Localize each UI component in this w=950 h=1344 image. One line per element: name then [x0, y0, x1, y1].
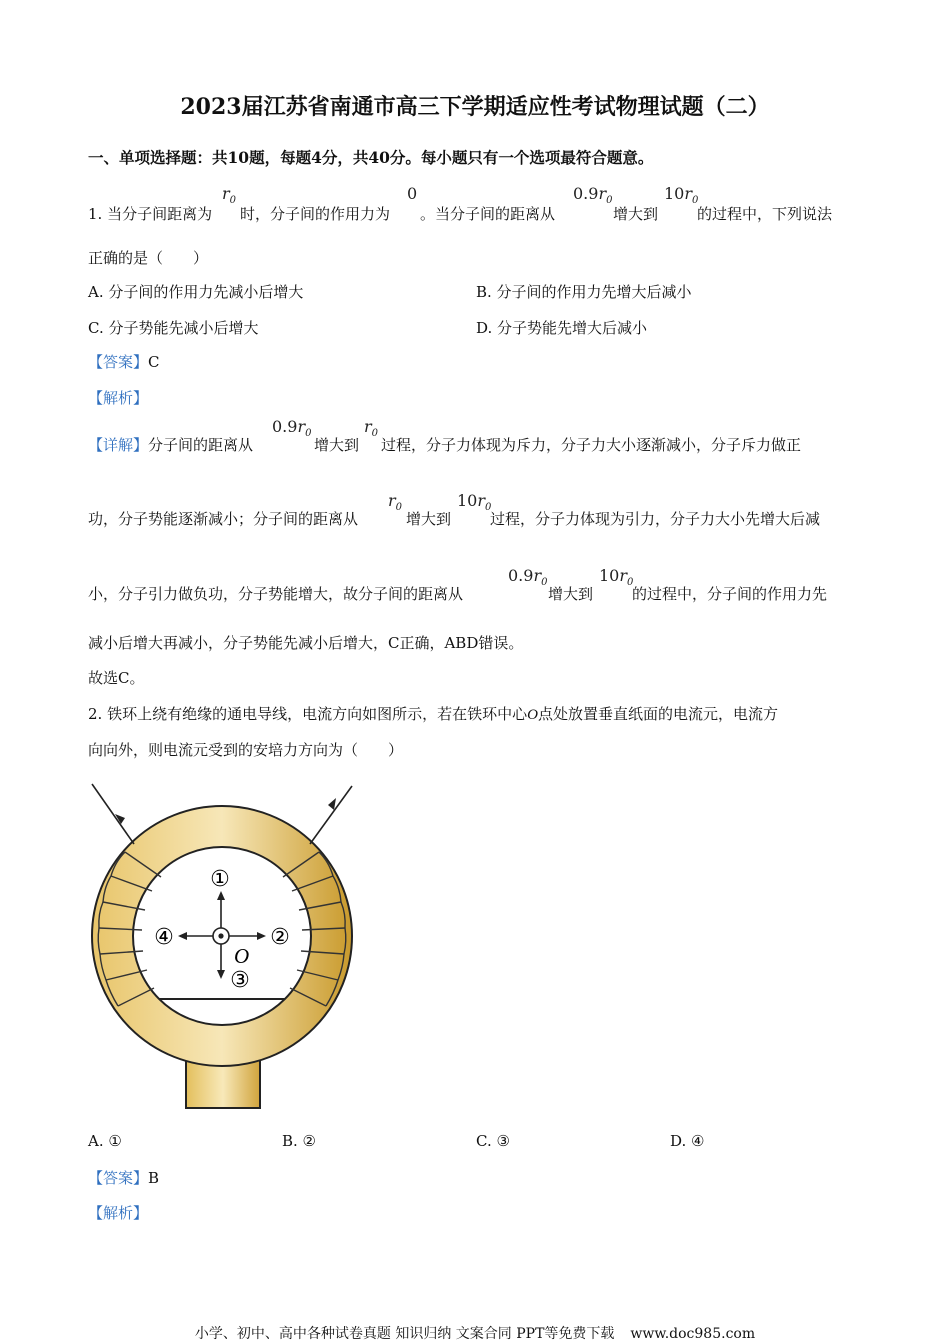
q1-detail-line1: 【详解】分子间的距离从	[88, 436, 254, 454]
label-center-o: O	[234, 944, 250, 968]
label-3: ③	[230, 968, 250, 993]
lead-wire-in	[92, 784, 134, 844]
label-4: ④	[154, 925, 174, 950]
section-heading: 一、单项选择题：共10题，每题4分，共40分。每小题只有一个选项最符合题意。	[88, 148, 654, 167]
q1-stem-line2: 正确的是（ ）	[88, 249, 209, 267]
q1-analysis-tag: 【解析】	[88, 389, 149, 407]
math-r0: $r_0$	[388, 491, 403, 514]
math-r0: $r_0$	[222, 184, 237, 207]
detail-text: 过程，分子力体现为引力，分子力大小先增大后减	[490, 510, 821, 528]
math-zero: 0	[407, 184, 418, 203]
math-10r0: $10r_0$	[599, 566, 634, 589]
q1-stem-text: 增大到	[613, 205, 659, 223]
q1-detail-line3: 小，分子引力做负功，分子势能增大，故分子间的距离从	[88, 585, 464, 603]
label-1: ①	[210, 867, 230, 892]
math-0.9r0: $0.9r_0$	[573, 184, 613, 207]
q1-option-b: B. 分子间的作用力先增大后减小	[476, 283, 692, 301]
q1-conclusion: 故选C。	[88, 669, 145, 687]
q2-answer	[88, 1167, 159, 1188]
q2-option-d: D. ④	[670, 1132, 705, 1150]
footer-text: 小学、初中、高中各种试卷真题 知识归纳 文案合同 PPT等免费下载	[194, 1326, 615, 1342]
detail-text: 增大到	[548, 585, 594, 603]
q2-option-a: A. ①	[88, 1132, 122, 1150]
math-0.9r0: $0.9r_0$	[508, 566, 548, 589]
current-arrow-out-icon	[328, 798, 336, 810]
q1-detail-line4: 减小后增大再减小，分子势能先减小后增大，C正确，ABD错误。	[88, 634, 524, 652]
answer-value: C	[148, 353, 160, 371]
q2-option-c: C. ③	[476, 1132, 510, 1150]
page-title: 2023届江苏省南通市高三下学期适应性考试物理试题（二）	[180, 94, 770, 120]
q1-option-d: D. 分子势能先增大后减小	[476, 319, 648, 337]
math-0.9r0: $0.9r_0$	[272, 417, 312, 440]
iron-ring-figure	[84, 778, 364, 1113]
q1-option-a: A. 分子间的作用力先减小后增大	[88, 283, 304, 301]
math-r0: $r_0$	[364, 417, 379, 440]
q1-option-c: C. 分子势能先减小后增大	[88, 319, 259, 337]
answer-tag: 【答案】	[88, 353, 149, 371]
answer-tag: 【答案】	[88, 1169, 149, 1187]
q2-analysis-tag: 【解析】	[88, 1204, 149, 1222]
detail-tag: 【详解】	[88, 436, 149, 454]
page-footer	[0, 1323, 950, 1343]
q1-stem-text: 。当分子间的距离从	[420, 205, 556, 223]
detail-text: 的过程中，分子间的作用力先	[632, 585, 828, 603]
q2-option-b: B. ②	[282, 1132, 317, 1150]
lead-wire-out	[310, 786, 352, 844]
math-10r0: $10r_0$	[664, 184, 699, 207]
q1-stem-line1	[88, 203, 212, 224]
q1-stem-text: 时，分子间的作用力为	[240, 205, 391, 223]
detail-text: 增大到	[406, 510, 452, 528]
q2-stem-line2: 向向外，则电流元受到的安培力方向为（ ）	[88, 741, 404, 759]
q1-detail-line2: 功，分子势能逐渐减小；分子间的距离从	[88, 510, 359, 528]
math-10r0: $10r_0$	[457, 491, 492, 514]
q1-stem-text: 的过程中，下列说法	[697, 205, 833, 223]
footer-link[interactable]: www.doc985.com	[630, 1326, 756, 1342]
detail-text: 增大到	[314, 436, 360, 454]
q2-stem-line1: 2. 铁环上绕有绝缘的通电导线，电流方向如图所示，若在铁环中心O点处放置垂直纸面的电流元，电流方	[88, 705, 778, 723]
q1-stem-text: 1. 当分子间距离为	[88, 205, 213, 223]
detail-text: 过程，分子力体现为斥力，分子力大小逐渐减小，分子斥力做正	[381, 436, 802, 454]
q1-answer	[88, 351, 160, 372]
label-2: ②	[270, 925, 290, 950]
answer-value: B	[148, 1169, 160, 1187]
